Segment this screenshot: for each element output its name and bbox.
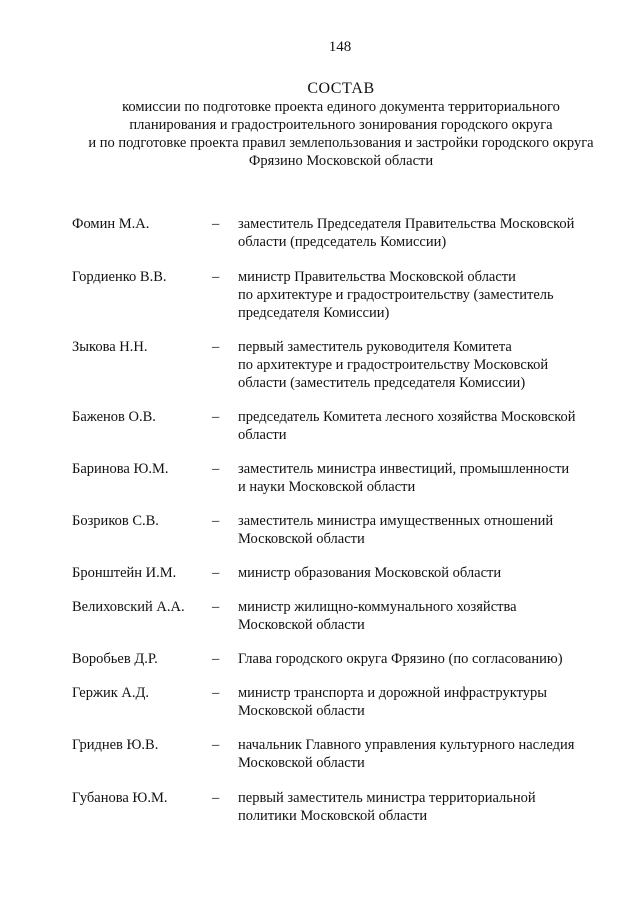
role-line: заместитель Председателя Правительства Московской — [238, 216, 575, 232]
member-name: Бозриков С.В. — [72, 513, 159, 529]
role-line: министр образования Московской области — [238, 565, 502, 581]
member-name: Гордиенко В.В. — [72, 269, 167, 285]
role-line: и науки Московской области — [238, 479, 416, 495]
separator-dash: – — [212, 339, 220, 355]
subtitle-line: Фрязино Московской области — [248, 153, 434, 169]
separator-dash: – — [212, 565, 220, 581]
member-role — [238, 598, 613, 634]
role-line: Московской области — [238, 755, 365, 771]
member-role — [238, 512, 613, 548]
member-name: Воробьев Д.Р. — [72, 651, 158, 667]
role-line: Московской области — [238, 703, 365, 719]
role-line: председатель Комитета лесного хозяйства Московской — [238, 409, 576, 425]
separator-dash: – — [212, 513, 220, 529]
role-line: по архитектуре и градостроительству Московской — [238, 357, 549, 373]
member-name: Велиховский А.А. — [72, 599, 185, 615]
member-name: Зыкова Н.Н. — [72, 339, 148, 355]
member-role — [238, 684, 613, 720]
page-number: 148 — [328, 39, 352, 55]
role-line: первый заместитель министра территориальной — [238, 790, 536, 806]
document-title: СОСТАВ — [307, 80, 375, 97]
separator-dash: – — [212, 599, 220, 615]
role-line: Московской области — [238, 617, 365, 633]
separator-dash: – — [212, 461, 220, 477]
separator-dash: – — [212, 651, 220, 667]
member-role — [238, 215, 613, 251]
member-role — [238, 460, 613, 496]
document-subtitle — [60, 98, 622, 170]
member-name: Баринова Ю.М. — [72, 461, 169, 477]
separator-dash: – — [212, 790, 220, 806]
member-name: Баженов О.В. — [72, 409, 156, 425]
role-line: области (председатель Комиссии) — [238, 234, 447, 250]
role-line: председателя Комиссии) — [238, 305, 390, 321]
member-role — [238, 736, 613, 772]
subtitle-line: планирования и градостроительного зонирования городского округа — [129, 117, 553, 133]
role-line: министр транспорта и дорожной инфраструктуры — [238, 685, 547, 701]
subtitle-line: и по подготовке проекта правил землепользования и застройки городского округа — [88, 135, 594, 151]
role-line: Глава городского округа Фрязино (по согласованию) — [238, 651, 563, 667]
role-line: политики Московской области — [238, 808, 428, 824]
separator-dash: – — [212, 409, 220, 425]
role-line: по архитектуре и градостроительству (заместитель — [238, 287, 554, 303]
separator-dash: – — [212, 685, 220, 701]
member-role — [238, 338, 613, 392]
member-role — [238, 408, 613, 444]
member-role — [238, 789, 613, 825]
member-name: Губанова Ю.М. — [72, 790, 168, 806]
member-role — [238, 564, 613, 582]
separator-dash: – — [212, 269, 220, 285]
member-name: Фомин М.А. — [72, 216, 150, 232]
role-line: области (заместитель председателя Комиссии) — [238, 375, 526, 391]
separator-dash: – — [212, 737, 220, 753]
role-line: начальник Главного управления культурного наследия — [238, 737, 575, 753]
member-name: Гержик А.Д. — [72, 685, 150, 701]
member-name: Гриднев Ю.В. — [72, 737, 159, 753]
role-line: министр Правительства Московской области — [238, 269, 516, 285]
member-role — [238, 650, 613, 668]
role-line: первый заместитель руководителя Комитета — [238, 339, 512, 355]
role-line: министр жилищно-коммунального хозяйства — [238, 599, 517, 615]
role-line: Московской области — [238, 531, 365, 547]
member-name: Бронштейн И.М. — [72, 565, 177, 581]
subtitle-line: комиссии по подготовке проекта единого документа территориального — [122, 99, 560, 115]
separator-dash: – — [212, 216, 220, 232]
role-line: области — [238, 427, 287, 443]
role-line: заместитель министра имущественных отношений — [238, 513, 554, 529]
role-line: заместитель министра инвестиций, промышленности — [238, 461, 570, 477]
member-role — [238, 268, 613, 322]
